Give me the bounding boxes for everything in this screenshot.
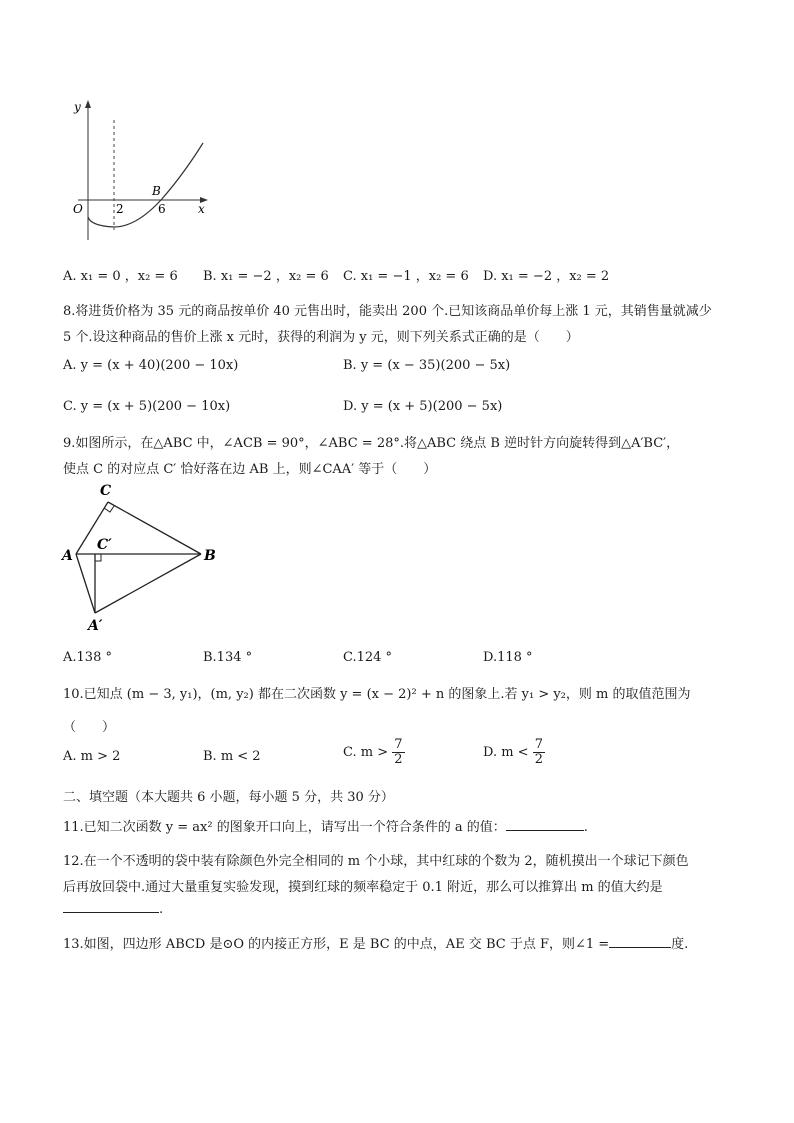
q8-option-b: B. y = (x − 35)(200 − 5x)	[343, 358, 511, 373]
q11-answer-blank[interactable]	[506, 816, 584, 831]
q10-option-a: A. m > 2	[63, 749, 121, 764]
q8-option-c: C. y = (x + 5)(200 − 10x)	[63, 399, 231, 414]
q10-option-b: B. m < 2	[203, 749, 261, 764]
label-a: A	[62, 548, 73, 564]
q10-option-c-prefix: C. m >	[343, 745, 389, 760]
q13-end: 度.	[671, 937, 689, 952]
tick-2-label: 2	[116, 202, 124, 216]
label-ap: A′	[88, 618, 103, 634]
right-angle-mark-cp	[95, 554, 101, 561]
fraction-denominator: 2	[394, 752, 403, 767]
q13	[63, 933, 688, 952]
label-c: C	[100, 483, 112, 499]
q10-line2: （ ）	[63, 720, 116, 735]
q12-answer-blank[interactable]	[63, 898, 159, 913]
q10-option-c	[343, 738, 405, 767]
origin-label: O	[73, 202, 83, 216]
q9-option-d: D.118 °	[483, 650, 533, 665]
q7-option-a: A. x₁ = 0 ，x₂ = 6	[63, 269, 178, 284]
x-label: x	[198, 202, 205, 216]
label-cp: C′	[97, 537, 112, 553]
q9-option-c: C.124 °	[343, 650, 393, 665]
parabola-graph	[58, 95, 218, 245]
parabola-curve	[88, 143, 203, 227]
q7-option-d: D. x₁ = −2 ，x₂ = 2	[483, 269, 610, 284]
q10-line1: 10.已知点 (m − 3, y₁)，(m, y₂) 都在二次函数 y = (x − 2)² + n 的图象上.若 y₁ > y₂，则 m 的取值范围为	[63, 687, 691, 702]
q11-end: .	[583, 820, 588, 835]
q11	[63, 816, 588, 835]
q12-line1: 12.在一个不透明的袋中装有除颜色外完全相同的 m 个小球，其中红球的个数为 2，随机摸出一个球记下颜色	[63, 854, 689, 869]
segment-apb	[95, 554, 201, 613]
q9-option-b: B.134 °	[203, 650, 253, 665]
q10-option-d-fraction	[533, 738, 545, 767]
q11-text: 11.已知二次函数 y = ax² 的图象开口向上，请写出一个符合条件的 a 的值：	[63, 820, 506, 835]
q10-option-d-prefix: D. m <	[483, 745, 529, 760]
q12-end: .	[159, 902, 164, 917]
y-axis-arrow	[85, 100, 91, 108]
q9-option-a: A.138 °	[63, 650, 112, 665]
section-2-heading: 二、填空题（本大题共 6 小题，每小题 5 分，共 30 分）	[63, 790, 394, 805]
q8-line1: 8.将进货价格为 35 元的商品按单价 40 元售出时，能卖出 200 个.已知该商品单价每上涨 1 元，其销售量就减少	[63, 304, 712, 319]
q13-answer-blank[interactable]	[609, 933, 671, 948]
q10-option-c-fraction	[392, 738, 404, 767]
segment-cb	[108, 502, 201, 554]
tick-6-label: 6	[158, 202, 166, 216]
q8-option-d: D. y = (x + 5)(200 − 5x)	[343, 399, 503, 414]
label-b: B	[204, 548, 216, 564]
fraction-denominator: 2	[534, 752, 543, 767]
triangle-figure	[58, 480, 228, 635]
q12-line3	[63, 898, 163, 917]
q8-option-a: A. y = (x + 40)(200 − 10x)	[63, 358, 239, 373]
q12-line2: 后再放回袋中.通过大量重复实验发现，摸到红球的频率稳定于 0.1 附近，那么可以推算出 m 的值大约是	[63, 880, 663, 895]
q9-line1: 9.如图所示，在△ABC 中，∠ACB = 90°，∠ABC = 28°.将△ABC 绕点 B 逆时针方向旋转得到△A′BC′，	[63, 436, 680, 451]
fraction-numerator: 7	[394, 737, 403, 752]
q7-option-b: B. x₁ = −2 ，x₂ = 6	[203, 269, 329, 284]
q7-option-c: C. x₁ = −1 ，x₂ = 6	[343, 269, 469, 284]
q13-text: 13.如图，四边形 ABCD 是⊙O 的内接正方形，E 是 BC 的中点，AE 交 BC 于点 F，则∠1 =	[63, 937, 610, 952]
segment-aa	[76, 554, 95, 613]
q10-option-d	[483, 738, 545, 767]
q9-line2: 使点 C 的对应点 C′ 恰好落在边 AB 上，则∠CAA′ 等于（ ）	[63, 462, 437, 477]
point-b-label: B	[152, 184, 161, 198]
q8-line2: 5 个.设这种商品的售价上涨 x 元时，获得的利润为 y 元，则下列关系式正确的是（ ）	[63, 330, 579, 345]
y-label: y	[74, 100, 81, 114]
fraction-numerator: 7	[534, 737, 543, 752]
